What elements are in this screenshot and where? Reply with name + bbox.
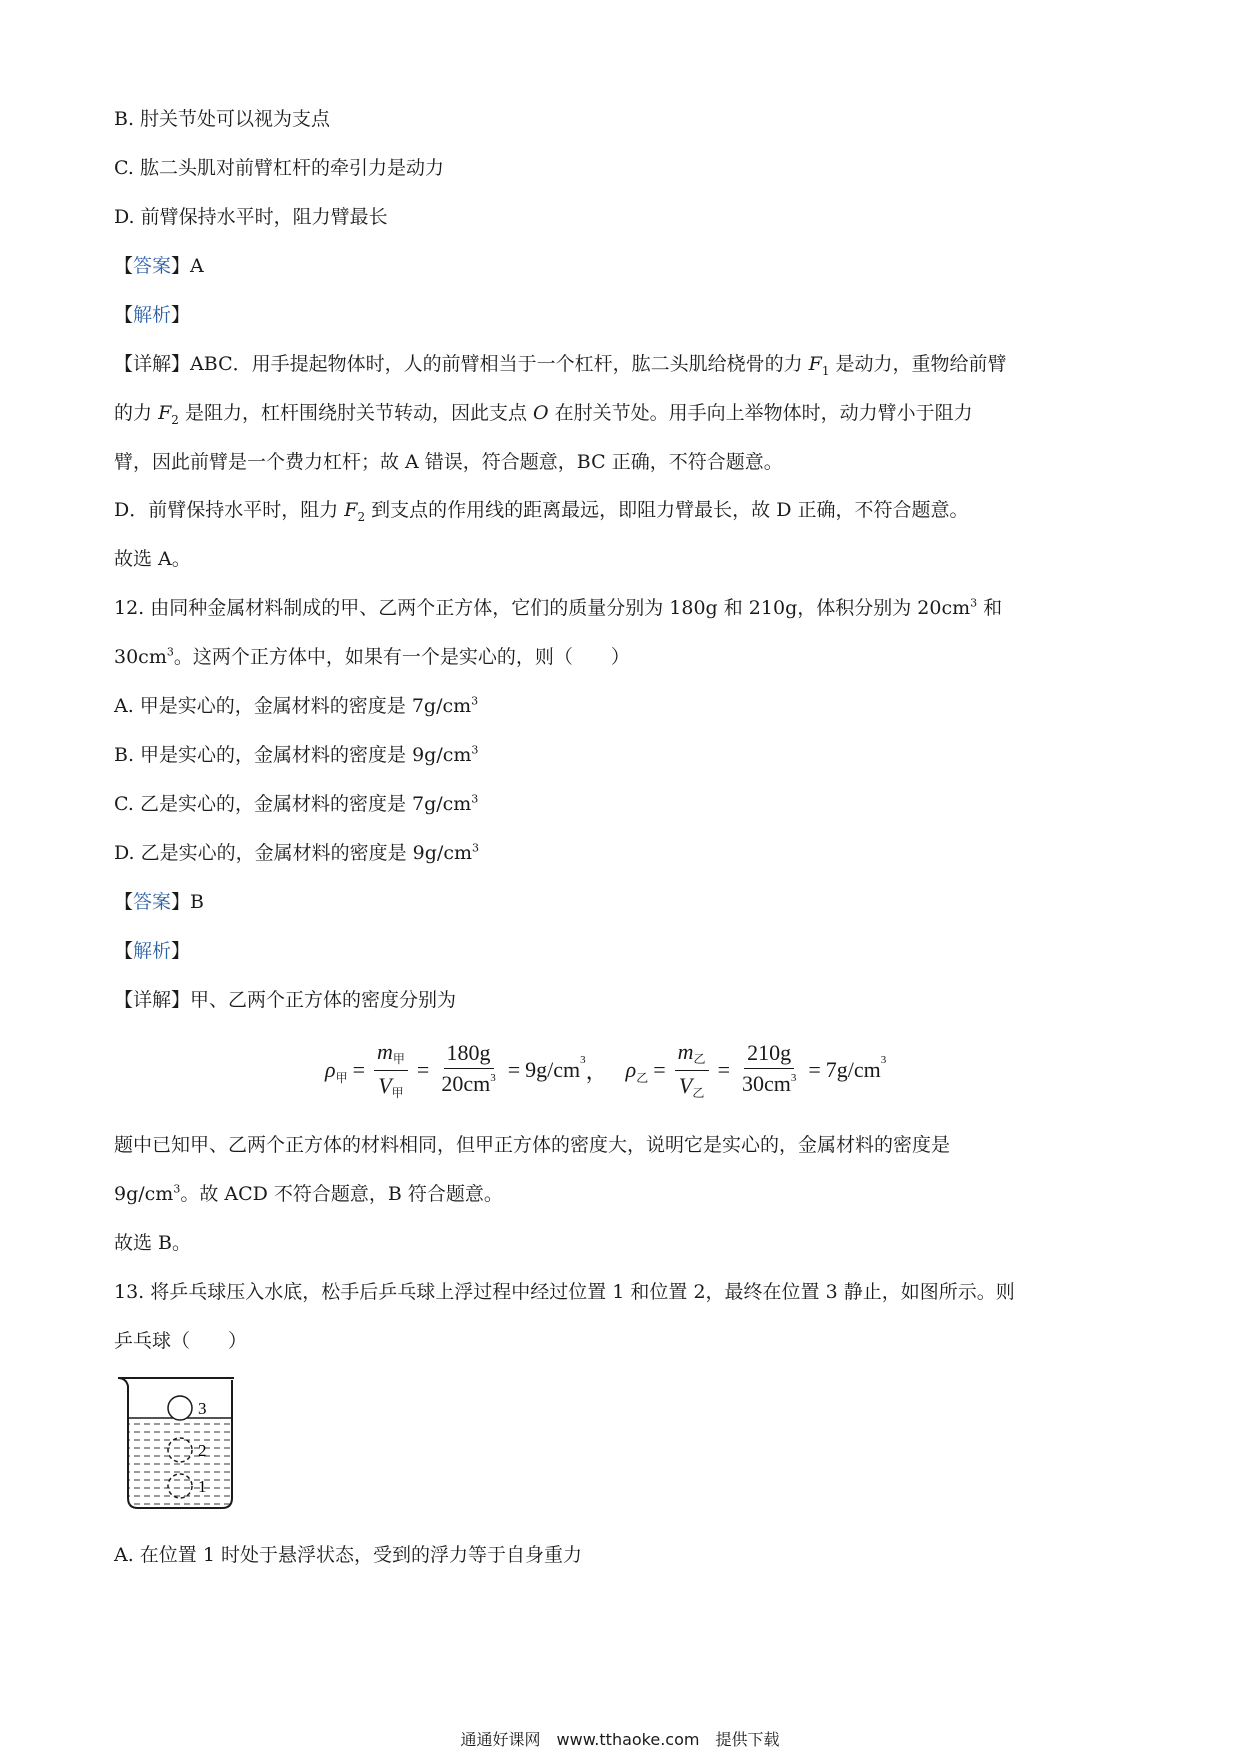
q13-stem-line-1: 13. 将乒乓球压入水底，松手后乒乓球上浮过程中经过位置 1 和位置 2，最终在位置 3 静止，如图所示。则 — [114, 1281, 1015, 1303]
q12-option-a: A. 甲是实心的，金属材料的密度是 $7g/cm^3$ — [114, 694, 479, 717]
q12-explain-line-1: 题中已知甲、乙两个正方体的材料相同，但甲正方体的密度大，说明它是实心的，金属材料的密度是 — [114, 1134, 951, 1156]
density-formula: ρ 甲 = $\frac{\text{m甲}}{\text{V甲}}$ = $\frac{180g}{20cm^3}$ = 9g/cm 3 ， ρ 乙 = $\frac{\text{m乙}}{\text{V乙}}$ = $\frac{210g}{30cm^3}$ = 7g/cm 3 — [325, 1038, 887, 1100]
label-position-1: 1 — [198, 1477, 207, 1496]
fraction-mass-over-volume-jia: $\frac{180g}{20cm^3}$ — [441, 1039, 496, 1096]
q12-option-c: C. 乙是实心的，金属材料的密度是 $7g/cm^3$ — [114, 792, 479, 815]
q11-detail-line-3: 臂，因此前臂是一个费力杠杆；故 A 错误，符合题意，BC 正确，不符合题意。 — [114, 451, 783, 473]
q11-option-b: B. 肘关节处可以视为支点 — [114, 108, 331, 130]
answer-value: B — [190, 891, 205, 913]
fraction-mass-over-volume-yi: $\frac{210g}{30cm^3}$ — [741, 1039, 797, 1096]
label-position-3: 3 — [198, 1399, 207, 1418]
q11-detail-line-1: 【详解】ABC．用手提起物体时，人的前臂相当于一个杠杆，肱二头肌给桡骨的力 $F_1$ 是动力，重物给前臂 — [114, 353, 1007, 378]
page-footer: 通通好课网 www.tthaoke.com 提供下载 — [460, 1730, 780, 1749]
ball-position-3-icon — [168, 1396, 192, 1420]
q12-explain-line-2: $9g/cm^3$。故 ACD 不符合题意，B 符合题意。 — [114, 1182, 503, 1205]
q11-answer — [114, 253, 204, 279]
q12-stem-line-2: $30cm^3$。这两个正方体中，如果有一个是实心的，则（ ） — [114, 645, 630, 668]
q11-conclusion: 故选 A。 — [114, 548, 191, 570]
q13-option-a: A. 在位置 1 时处于悬浮状态，受到的浮力等于自身重力 — [114, 1544, 582, 1566]
q11-detail-line-4: D．前臂保持水平时，阻力 $F_2$ 到支点的作用线的距离最远，即阻力臂最长，故 D 正确，不符合题意。 — [114, 499, 969, 524]
label-position-2: 2 — [198, 1441, 207, 1460]
q13-stem-line-2: 乒乓球（ ） — [114, 1330, 248, 1352]
q11-option-d: D. 前臂保持水平时，阻力臂最长 — [114, 206, 388, 228]
q12-option-d: D. 乙是实心的，金属材料的密度是 $9g/cm^3$ — [114, 841, 479, 864]
q11-analysis-tag: 【解析】 — [114, 304, 191, 326]
q12-answer — [114, 889, 204, 915]
q12-stem-line-1: 12. 由同种金属材料制成的甲、乙两个正方体，它们的质量分别为 180g 和 210g，体积分别为 $20cm^3$ 和 — [114, 596, 1003, 619]
q12-analysis-tag: 【解析】 — [114, 940, 191, 962]
answer-tag: 【答案】 — [114, 891, 191, 913]
fraction-m-over-v-jia: $\frac{\text{m甲}}{\text{V甲}}$ — [374, 1039, 408, 1102]
q12-conclusion: 故选 B。 — [114, 1232, 192, 1254]
beaker-ping-pong-figure — [114, 1372, 244, 1516]
water-icon — [129, 1418, 231, 1506]
q12-detail-intro: 【详解】甲、乙两个正方体的密度分别为 — [114, 989, 457, 1011]
q12-option-b: B. 甲是实心的，金属材料的密度是 $9g/cm^3$ — [114, 743, 479, 766]
q11-detail-line-2: 的力 $F_2$ 是阻力，杠杆围绕肘关节转动，因此支点 O 在肘关节处。用手向上举物体时，动力臂小于阻力 — [114, 402, 973, 427]
answer-value: A — [190, 255, 204, 277]
fraction-m-over-v-yi: $\frac{\text{m乙}}{\text{V乙}}$ — [675, 1039, 709, 1102]
detail-tag: 【详解】 — [114, 353, 191, 375]
q11-option-c: C. 肱二头肌对前臂杠杆的牵引力是动力 — [114, 157, 444, 179]
answer-tag: 【答案】 — [114, 255, 191, 277]
